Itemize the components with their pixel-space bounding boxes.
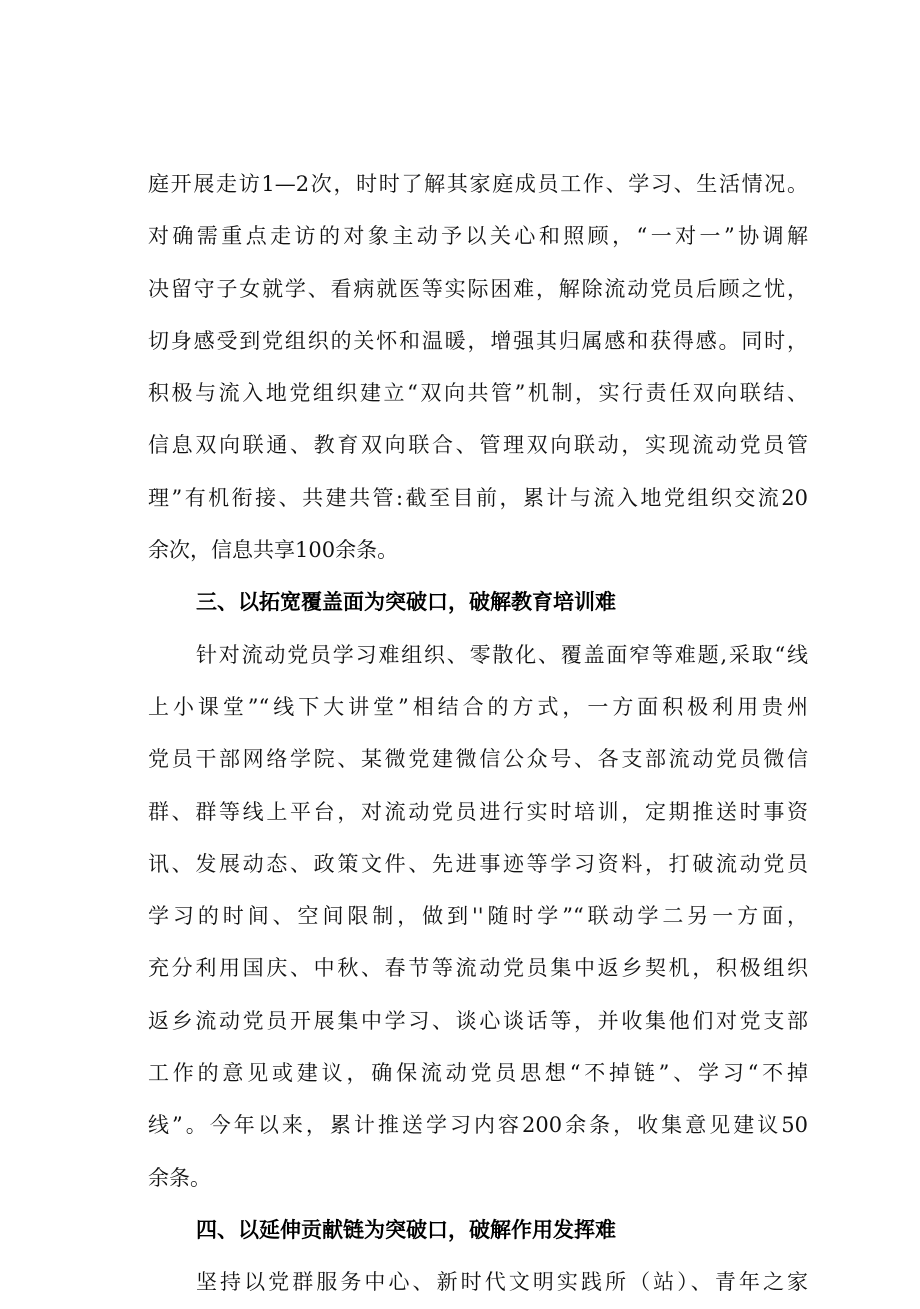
text-line: 积极与流入地党组织建立“双向共管”机制，实行责任双向联结、 [148,381,808,406]
text-line: 切身感受到党组织的关怀和温暖，增强其归属感和获得感。同时， [148,328,808,353]
text-line: 庭开展走访1—2次，时时了解其家庭成员工作、学习、生活情况。 [148,172,808,196]
text-line: 上小课堂”“线下大讲堂”相结合的方式，一方面积极利用贵州 [148,694,808,719]
text-line: 返乡流动党员开展集中学习、谈心谈话等，并收集他们对党支部 [148,1008,808,1033]
text-line: 余次，信息共享100余条。 [148,538,399,563]
text-line: 线”。今年以来，累计推送学习内容200余条，收集意见建议50 [148,1113,808,1138]
text-line: 讯、发展动态、政策文件、先进事迹等学习资料，打破流动党员 [148,851,808,876]
text-line: 理”有机衔接、共建共管:截至目前，累计与流入地党组织交流20 [148,485,808,510]
section-heading-3: 三、以拓宽覆盖面为突破口，破解教育培训难 [196,590,616,615]
section-heading-4: 四、以延伸贡献链为突破口，破解作用发挥难 [196,1217,616,1242]
text-line: 对确需重点走访的对象主动予以关心和照顾，“一对一”协调解 [148,224,808,249]
paragraph-education [148,629,808,1204]
text-line: 余条。 [148,1165,211,1190]
text-line: 充分利用国庆、中秋、春节等流动党员集中返乡契机，积极组织 [148,956,808,981]
text-line: 决留守子女就学、看病就医等实际困难，解除流动党员后顾之忧， [148,276,808,301]
text-line: 党员干部网络学院、某微党建微信公众号、各支部流动党员微信 [148,747,808,772]
text-line: 信息双向联通、教育双向联合、管理双向联动，实现流动党员管 [148,433,808,458]
text-line: 学习的时间、空间限制，做到''随时学”“联动学二另一方面， [148,904,808,929]
text-line: 群、群等线上平台，对流动党员进行实时培训，定期推送时事资 [148,799,808,824]
text-line: 工作的意见或建议，确保流动党员思想“不掉链”、学习“不掉 [148,1061,808,1086]
text-line: 坚持以党群服务中心、新时代文明实践所（站）、青年之家 [196,1270,808,1295]
text-line: 针对流动党员学习难组织、零散化、覆盖面窄等难题,采取“线 [196,642,808,667]
document-body [148,158,808,1309]
paragraph-visiting [148,158,808,576]
